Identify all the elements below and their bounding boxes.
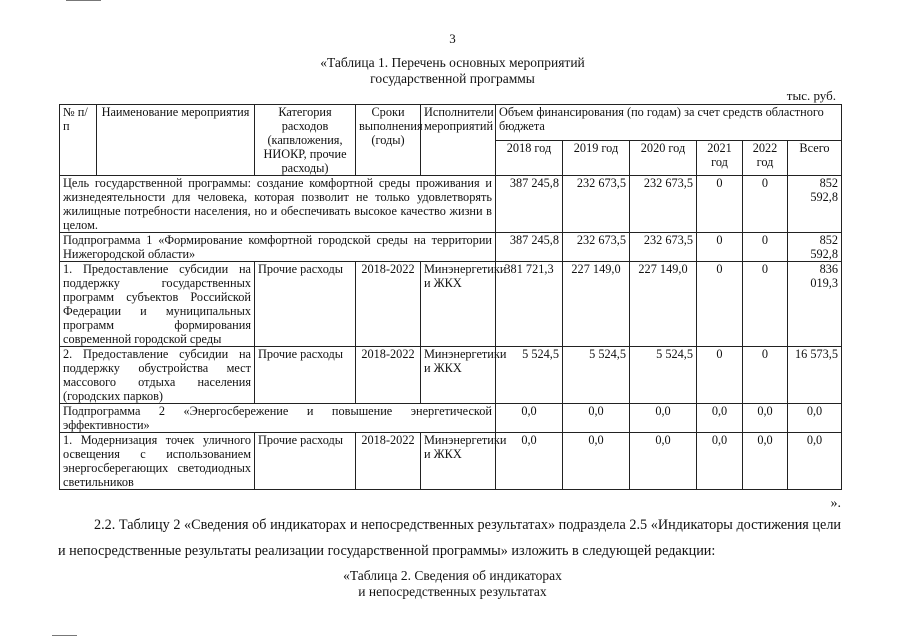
value-cell: 0 — [743, 176, 788, 233]
value-cell: 0,0 — [697, 404, 743, 433]
table-row-goal — [60, 176, 842, 233]
header-num: № п/п — [60, 105, 97, 176]
value-cell: 5 524,5 — [496, 347, 563, 404]
header-name: Наименование мероприятия — [97, 105, 255, 176]
activity-text: 2. Предоставление субсидии на поддержку обустройства мест массового отдыха населения (городских парков) — [60, 347, 255, 404]
table2-title-line2: и непосредственных результатах — [358, 584, 547, 599]
header-year: 2018 год — [496, 140, 563, 176]
value-cell: 0 — [743, 233, 788, 262]
page-number: 3 — [449, 31, 456, 46]
value-cell: 0 — [697, 233, 743, 262]
total-cell: 852 592,8 — [788, 233, 842, 262]
value-cell: 381 721,3 — [496, 262, 563, 347]
goal-text: Цель государственной программы: создание комфортной среды проживания и жизнедеятельности для человека, которая позволит не только удовлетворять жилищные потребности населения, но и обеспечивать высокое качество жизни в целом. — [60, 176, 496, 233]
value-cell: 0 — [697, 347, 743, 404]
activity-text: 1. Предоставление субсидии на поддержку государственных программ субъектов Российской Федерации и муниципальных программ формирования современной городской среды — [60, 262, 255, 347]
subprogram-text: Подпрограмма 2 «Энергосбережение и повышение энергетической эффективности» — [60, 404, 496, 433]
header-category: Категория расходов (капвложения, НИОКР, прочие расходы) — [255, 105, 356, 176]
value-cell: 0,0 — [563, 404, 630, 433]
units-label: тыс. руб. — [786, 88, 836, 103]
value-cell: 0,0 — [697, 433, 743, 490]
value-cell: 232 673,5 — [563, 233, 630, 262]
value-cell: 0 — [743, 347, 788, 404]
header-year: 2020 год — [630, 140, 697, 176]
total-cell: 852 592,8 — [788, 176, 842, 233]
value-cell: 5 524,5 — [630, 347, 697, 404]
closing-quote: ». — [830, 496, 841, 511]
table2-title-line1: «Таблица 2. Сведения об индикаторах — [343, 568, 562, 583]
executor-cell: Минэнергетики и ЖКХ — [421, 433, 496, 490]
category-cell: Прочие расходы — [255, 433, 356, 490]
header-year: 2022 год — [743, 140, 788, 176]
bottom-rule — [52, 635, 77, 636]
total-cell: 836 019,3 — [788, 262, 842, 347]
value-cell: 0 — [697, 176, 743, 233]
value-cell: 0,0 — [630, 404, 697, 433]
value-cell: 0,0 — [496, 404, 563, 433]
value-cell: 232 673,5 — [630, 176, 697, 233]
executor-cell: Минэнергетики и ЖКХ — [421, 347, 496, 404]
terms-cell: 2018-2022 — [356, 262, 421, 347]
program-activities-table — [59, 104, 842, 490]
value-cell: 0,0 — [630, 433, 697, 490]
value-cell: 232 673,5 — [630, 233, 697, 262]
terms-cell: 2018-2022 — [356, 433, 421, 490]
terms-cell: 2018-2022 — [356, 347, 421, 404]
value-cell: 232 673,5 — [563, 176, 630, 233]
value-cell: 5 524,5 — [563, 347, 630, 404]
value-cell: 227 149,0 — [630, 262, 697, 347]
value-cell: 0,0 — [563, 433, 630, 490]
header-total: Всего — [788, 140, 842, 176]
value-cell: 387 245,8 — [496, 233, 563, 262]
table1-title-line1: «Таблица 1. Перечень основных мероприятий — [320, 55, 585, 70]
category-cell: Прочие расходы — [255, 347, 356, 404]
table2-title — [0, 568, 905, 600]
value-cell: 0 — [743, 262, 788, 347]
amendment-paragraph: 2.2. Таблицу 2 «Сведения об индикаторах и непосредственных результатах» подраздела 2.5 «Индикаторы достижения цели и непосредственные результаты реализации государственной программы» изложить в следующей редакции: — [58, 517, 841, 559]
table-row-subprogram-1 — [60, 233, 842, 262]
value-cell: 227 149,0 — [563, 262, 630, 347]
value-cell: 0,0 — [743, 404, 788, 433]
executor-cell: Минэнергетики и ЖКХ — [421, 262, 496, 347]
header-funding: Объем финансирования (по годам) за счет средств областного бюджета — [496, 105, 842, 141]
total-cell: 16 573,5 — [788, 347, 842, 404]
table1-title-line2: государственной программы — [370, 71, 535, 86]
top-rule — [66, 0, 101, 1]
total-cell: 0,0 — [788, 404, 842, 433]
category-cell: Прочие расходы — [255, 262, 356, 347]
value-cell: 0 — [697, 262, 743, 347]
value-cell: 0,0 — [743, 433, 788, 490]
header-year: 2021 год — [697, 140, 743, 176]
total-cell: 0,0 — [788, 433, 842, 490]
header-executors: Исполнители мероприятий — [421, 105, 496, 176]
table1-title — [0, 55, 905, 87]
table-row-subprogram-2 — [60, 404, 842, 433]
value-cell: 387 245,8 — [496, 176, 563, 233]
subprogram-text: Подпрограмма 1 «Формирование комфортной городской среды на территории Нижегородской области» — [60, 233, 496, 262]
table-row-activity — [60, 433, 842, 490]
table-row-activity — [60, 262, 842, 347]
header-row-1 — [60, 105, 842, 141]
value-cell: 0,0 — [496, 433, 563, 490]
header-year: 2019 год — [563, 140, 630, 176]
header-terms: Сроки выполнения (годы) — [356, 105, 421, 176]
activity-text: 1. Модернизация точек уличного освещения с использованием энергосберегающих светодиодных светильников — [60, 433, 255, 490]
table-row-activity — [60, 347, 842, 404]
